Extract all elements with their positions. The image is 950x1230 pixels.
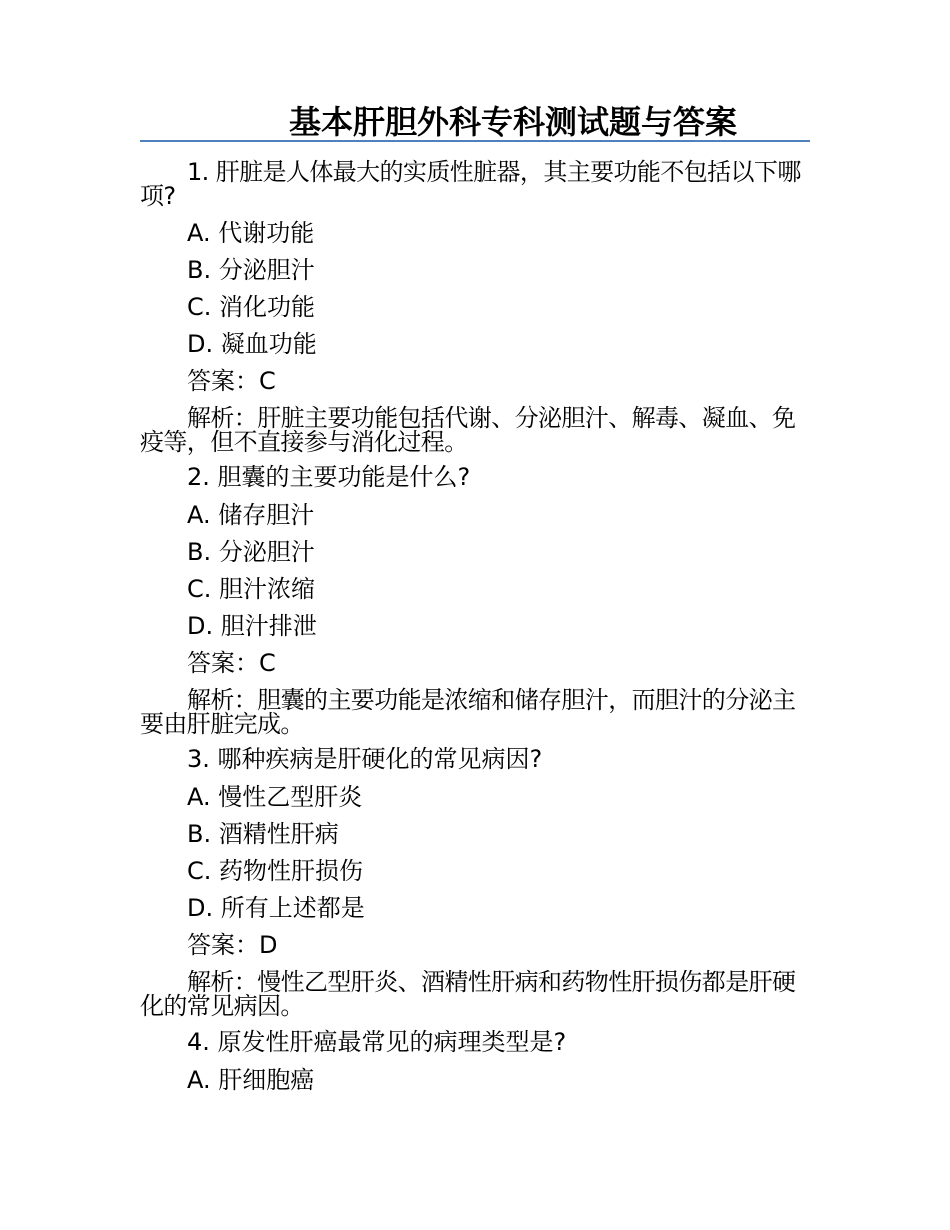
question-2-option-a: A. 储存胆汁 <box>187 501 315 529</box>
question-4-option-a: A. 肝细胞癌 <box>187 1066 315 1094</box>
question-3-option-c: C. 药物性肝损伤 <box>187 857 364 885</box>
question-3-option-a: A. 慢性乙型肝炎 <box>187 783 363 811</box>
question-2-stem: 2. 胆囊的主要功能是什么? <box>187 463 471 491</box>
question-3-option-d: D. 所有上述都是 <box>187 894 365 922</box>
question-2-option-c: C. 胆汁浓缩 <box>187 575 316 603</box>
question-1-analysis: 解析：肝脏主要功能包括代谢、分泌胆汁、解毒、凝血、免疫等，但不直接参与消化过程。 <box>140 404 796 456</box>
question-2-analysis: 解析：胆囊的主要功能是浓缩和储存胆汁，而胆汁的分泌主要由肝脏完成。 <box>140 686 796 738</box>
question-1-option-c: C. 消化功能 <box>187 293 316 321</box>
question-3-answer: 答案：D <box>187 931 278 959</box>
question-1-answer: 答案：C <box>187 367 276 395</box>
question-2-answer: 答案：C <box>187 649 276 677</box>
document-title: 基本肝胆外科专科测试题与答案 <box>140 104 810 142</box>
question-1-option-a: A. 代谢功能 <box>187 219 315 247</box>
question-1-option-d: D. 凝血功能 <box>187 330 317 358</box>
question-3-option-b: B. 酒精性肝病 <box>187 820 339 848</box>
question-2-option-b: B. 分泌胆汁 <box>187 538 315 566</box>
question-2-option-d: D. 胆汁排泄 <box>187 612 317 640</box>
question-3-analysis: 解析：慢性乙型肝炎、酒精性肝病和药物性肝损伤都是肝硬化的常见病因。 <box>140 968 796 1020</box>
question-3-stem: 3. 哪种疾病是肝硬化的常见病因? <box>187 745 543 773</box>
question-1-option-b: B. 分泌胆汁 <box>187 256 315 284</box>
question-1-stem: 1. 肝脏是人体最大的实质性脏器，其主要功能不包括以下哪项? <box>140 158 801 210</box>
question-4-stem: 4. 原发性肝癌最常见的病理类型是? <box>187 1028 567 1056</box>
